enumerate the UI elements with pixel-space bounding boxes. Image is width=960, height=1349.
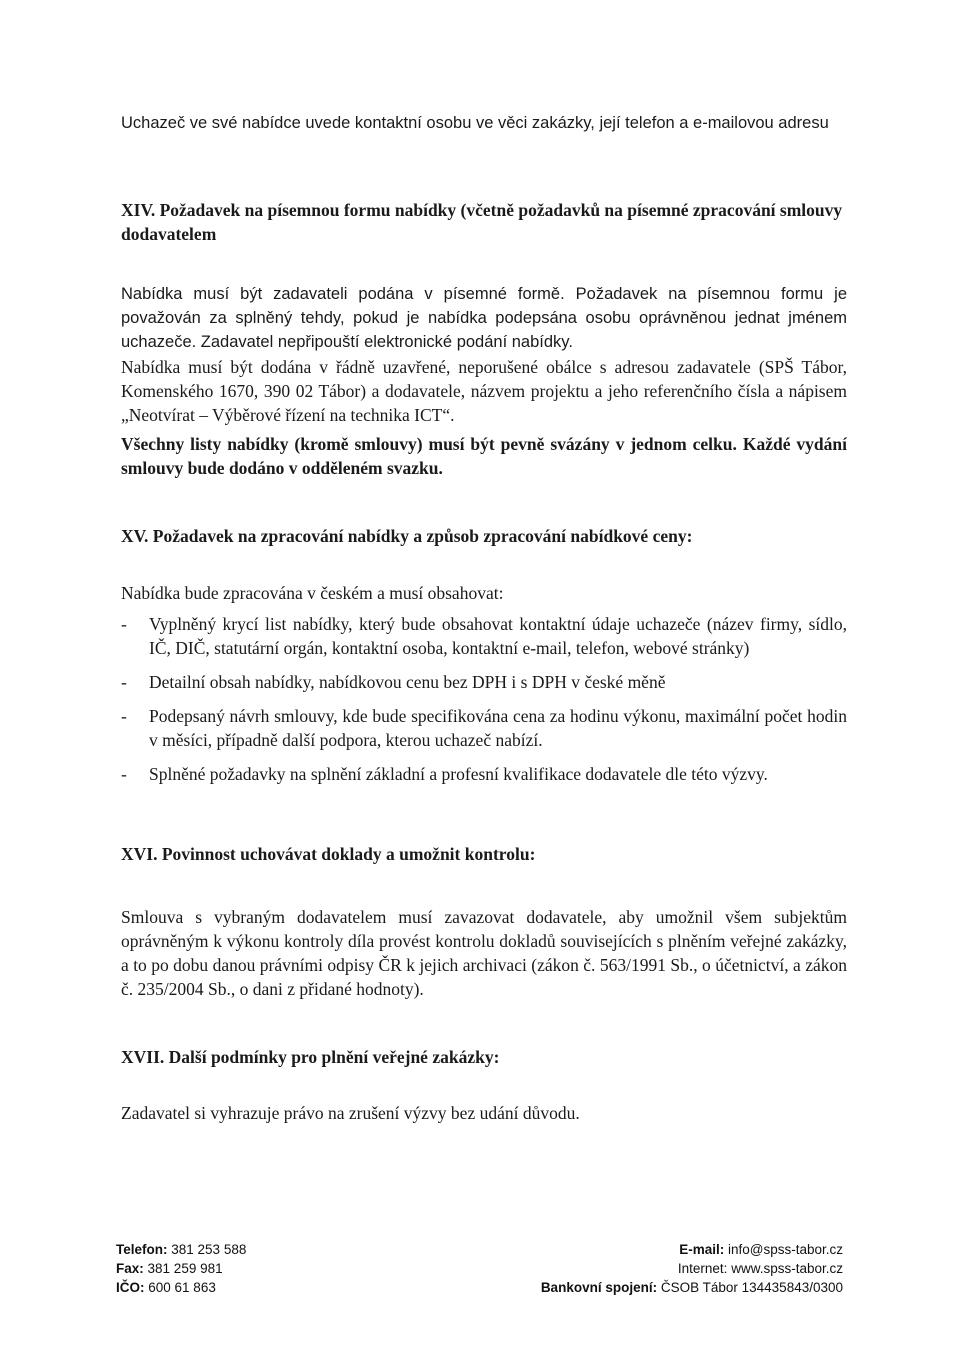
footer-ico-label: IČO: [116, 1280, 145, 1295]
footer-phone-value: 381 253 588 [171, 1242, 247, 1257]
section-16-heading: XVI. Povinnost uchovávat doklady a umožnit kontrolu: [121, 844, 536, 864]
list-dash: - [121, 706, 127, 726]
section-15-intro: Nabídka bude zpracována v českém a musí obsahovat: [121, 583, 504, 603]
footer-ico-value: 600 61 863 [148, 1280, 216, 1295]
footer-phone-label: Telefon: [116, 1242, 168, 1257]
intro-paragraph [121, 111, 847, 135]
section-15 [121, 524, 847, 548]
intro-text: Uchazeč ve své nabídce uvede kontaktní osobu ve věci zakázky, její telefon a e-mailovou adresu [121, 114, 829, 132]
list-item [121, 704, 847, 752]
section-14-p1: Nabídka musí být zadavateli podána v písemné formě. Požadavek na písemnou formu je považován za splněný tehdy, pokud je nabídka podepsána osobu oprávněnou jednat jménem uchazeče. Zadavatel nepřipouští elektronické podání nabídky. [121, 285, 847, 351]
list-item [121, 670, 847, 694]
section-17-heading: XVII. Další podmínky pro plnění veřejné zakázky: [121, 1047, 500, 1067]
section-15-intro-block [121, 581, 847, 605]
footer-fax [116, 1259, 246, 1278]
list-item-text: Podepsaný návrh smlouvy, kde bude specifikována cena za hodinu výkonu, maximální počet hodin v měsíci, případně další podpora, kterou uchazeč nabízí. [149, 706, 847, 750]
section-14 [121, 198, 847, 246]
footer-internet-label: Internet: [677, 1261, 728, 1276]
footer-phone [116, 1240, 246, 1259]
section-14-p3: Všechny listy nabídky (kromě smlouvy) musí být pevně svázány v jednom celku. Každé vydání smlouvy bude dodáno v odděleném svazku. [121, 434, 847, 478]
footer-bank-value: ČSOB Tábor 134435843/0300 [660, 1280, 843, 1295]
list-item-text: Detailní obsah nabídky, nabídkovou cenu bez DPH i s DPH v české měně [149, 672, 666, 692]
footer-internet-link[interactable]: www.spss-tabor.cz [731, 1261, 843, 1276]
footer-email [541, 1240, 843, 1259]
section-17-p1: Zadavatel si vyhrazuje právo na zrušení výzvy bez udání důvodu. [121, 1103, 580, 1123]
list-item [121, 762, 847, 786]
section-15-list [121, 612, 847, 786]
list-dash: - [121, 672, 127, 692]
footer-online [541, 1240, 843, 1297]
list-item-text: Vyplněný krycí list nabídky, který bude obsahovat kontaktní údaje uchazeče (název firmy, sídlo, IČ, DIČ, statutární orgán, kontaktní osoba, kontaktní e-mail, telefon, webové stránky) [149, 614, 847, 658]
section-14-p2-block [121, 355, 847, 427]
footer-email-label: E-mail: [679, 1242, 725, 1257]
section-14-p3-block [121, 432, 847, 480]
list-dash: - [121, 614, 127, 634]
section-16-p1: Smlouva s vybraným dodavatelem musí zavazovat dodavatele, aby umožnil všem subjektům oprávněným k výkonu kontroly díla provést kontrolu dokladů souvisejících s plněním veřejné zakázky, a to po dobu danou právními odpisy ČR k jejich archivaci (zákon č. 563/1991 Sb., o účetnictví, a zákon č. 235/2004 Sb., o dani z přidané hodnoty). [121, 907, 847, 999]
footer-fax-label: Fax: [116, 1261, 144, 1276]
footer-contact [116, 1240, 246, 1297]
section-14-p1-block [121, 282, 847, 354]
footer-bank [541, 1278, 843, 1297]
section-17-p1-block [121, 1101, 847, 1125]
list-dash: - [121, 764, 127, 784]
footer-ico [116, 1278, 246, 1297]
section-17 [121, 1045, 847, 1069]
list-item [121, 612, 847, 660]
section-16-p1-block [121, 905, 847, 1001]
section-14-heading: XIV. Požadavek na písemnou formu nabídky (včetně požadavků na písemné zpracování smlouvy dodavatelem [121, 200, 843, 244]
section-14-p2: Nabídka musí být dodána v řádně uzavřené, neporušené obálce s adresou zadavatele (SPŠ Tábor, Komenského 1670, 390 02 Tábor) a dodavatele, názvem projektu a jeho referenčního čísla a nápisem „Neotvírat – Výběrové řízení na technika ICT“. [121, 357, 847, 425]
list-item-text: Splněné požadavky na splnění základní a profesní kvalifikace dodavatele dle této výzvy. [149, 764, 768, 784]
footer-fax-value: 381 259 981 [147, 1261, 223, 1276]
footer-internet [541, 1259, 843, 1278]
footer-bank-label: Bankovní spojení: [540, 1280, 658, 1295]
section-15-heading: XV. Požadavek na zpracování nabídky a způsob zpracování nabídkové ceny: [121, 526, 693, 546]
section-16 [121, 842, 847, 866]
footer-email-link[interactable]: info@spss-tabor.cz [727, 1242, 843, 1257]
